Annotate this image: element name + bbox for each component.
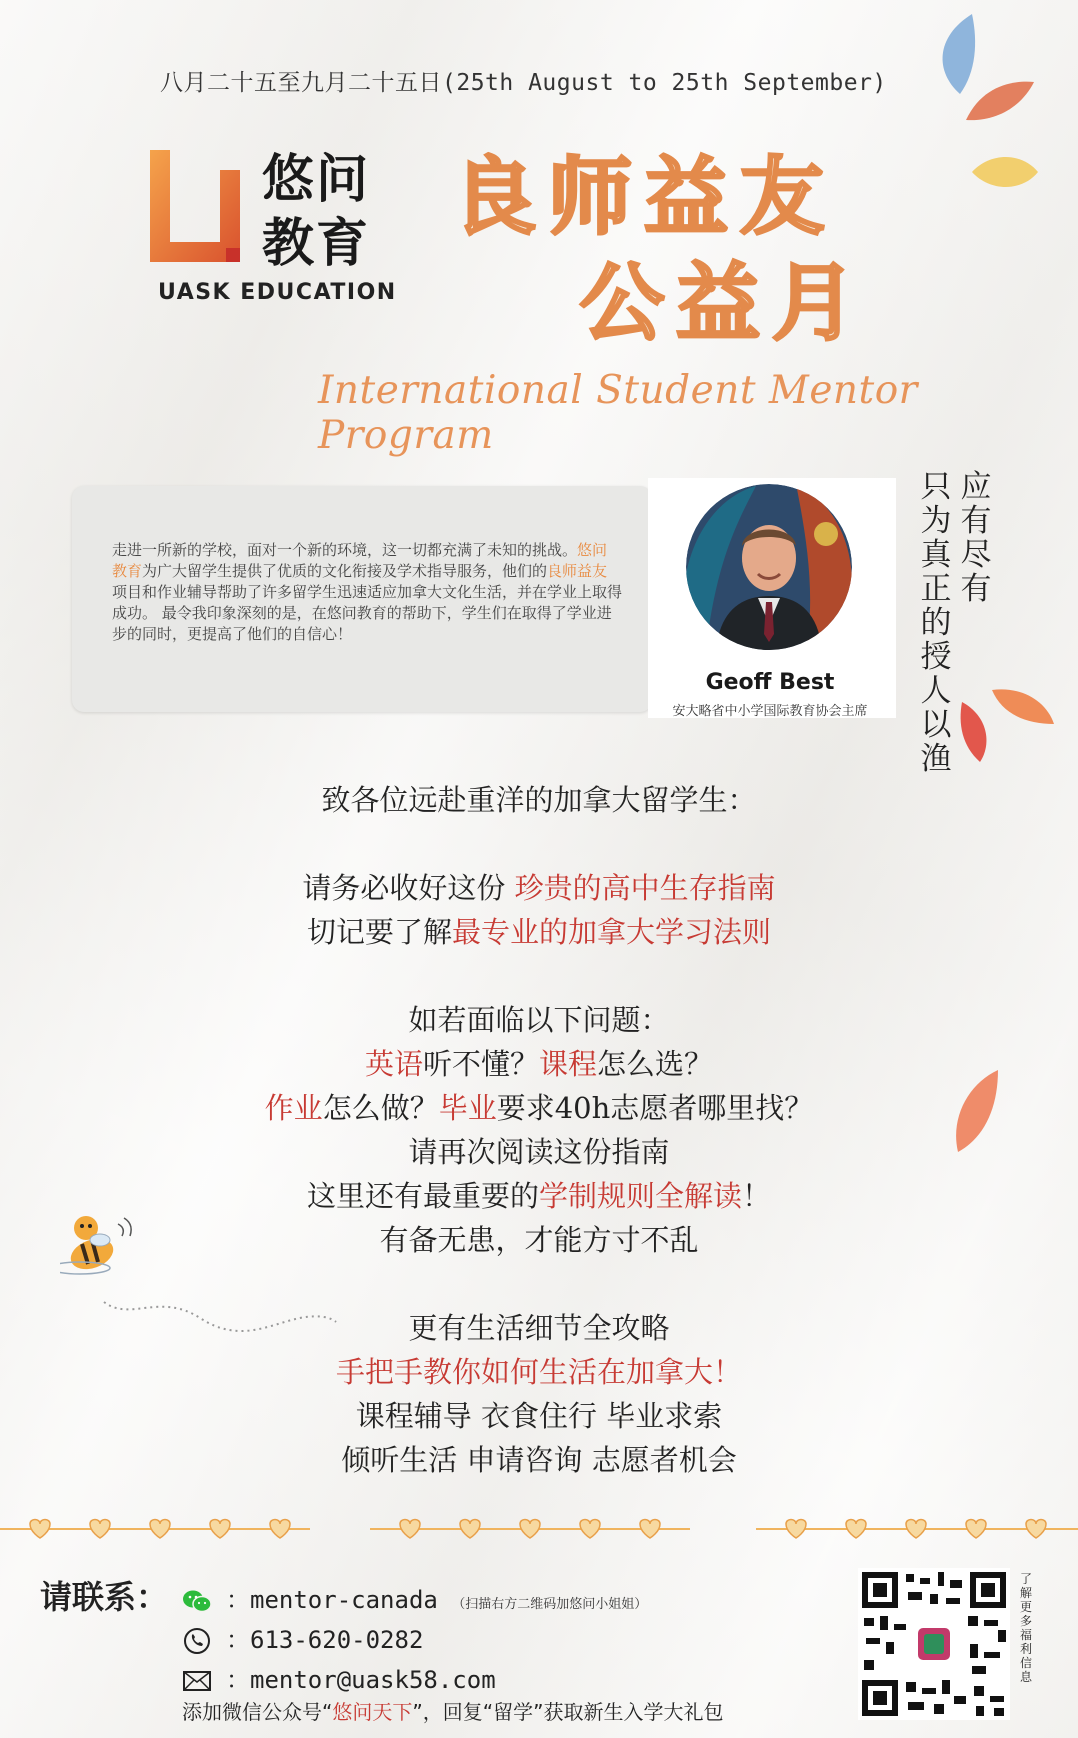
logo-name-cn xyxy=(262,148,370,276)
rules-line-highlight: 学制规则全解读 xyxy=(538,1179,742,1213)
guide-line-1-highlight: 珍贵的高中生存指南 xyxy=(514,871,776,905)
vertical-slogan-line1: 应有尽有 xyxy=(960,469,992,607)
leaf-decoration-icon xyxy=(970,150,1040,194)
life-guide-highlight-text: 手把手教你如何生活在加拿大！ xyxy=(335,1355,742,1389)
question-1-text-2: 怎么选？ xyxy=(597,1047,714,1081)
logo-name-en: UASK EDUCATION xyxy=(158,280,397,305)
testimonial-text xyxy=(112,540,622,645)
testimonial-highlight-uask: 悠问教育 xyxy=(112,541,608,580)
contact-label: 请联系： xyxy=(40,1578,169,1616)
bottom-note-text: 添加微信公众号“ xyxy=(182,1700,333,1724)
services-line-1: 课程辅导 衣食住行 毕业求索 xyxy=(355,1399,723,1433)
question-line-1 xyxy=(0,1042,1078,1083)
life-guide-line: 更有生活细节全攻略 xyxy=(408,1311,670,1345)
contact-phone xyxy=(182,1620,423,1655)
avatar xyxy=(686,484,852,650)
services-line-2: 倾听生活 申请咨询 志愿者机会 xyxy=(341,1443,737,1477)
phone-icon xyxy=(182,1627,212,1655)
prepared-line: 有备无患，才能方寸不乱 xyxy=(379,1223,699,1257)
question-line-2 xyxy=(0,1086,1078,1127)
phone-prefix: ： xyxy=(226,1626,250,1654)
page-subtitle: International Student Mentor Program xyxy=(318,368,918,458)
leaf-decoration-icon xyxy=(958,700,992,764)
guide-line-1-text: 请务必收好这份 xyxy=(302,871,515,905)
question-intro: 如若面临以下问题： xyxy=(408,1003,670,1037)
uask-logo-icon xyxy=(150,150,250,268)
logo-name-line2: 教育 xyxy=(262,214,371,274)
rules-line xyxy=(0,1174,1078,1215)
guide-line-2-text: 切记要了解 xyxy=(306,915,452,949)
wechat-official-account-note xyxy=(182,1696,723,1725)
testimonial-text-part2: 为广大留学生提供了优质的文化衔接及学术指导服务，他们的 xyxy=(142,562,548,580)
question-1-keyword-english: 英语 xyxy=(364,1047,423,1081)
logo-name-line1: 悠问 xyxy=(262,150,371,210)
page-title-line1: 良师益友 xyxy=(452,148,837,246)
qr-side-note: 了解更多福利信息 xyxy=(1020,1572,1033,1684)
wechat-id[interactable]: mentor-canada xyxy=(250,1586,438,1614)
guide-line-1 xyxy=(0,866,1078,907)
wechat-note: （扫描右方二维码加悠问小姐姐） xyxy=(452,1597,648,1612)
leaf-decoration-icon xyxy=(962,76,1036,126)
guide-line-2-highlight: 最专业的加拿大学习法则 xyxy=(452,915,772,949)
testimonial-text-part1: 走进一所新的学校，面对一个新的环境，这一切都充满了未知的挑战。 xyxy=(112,541,578,559)
question-2-keyword-graduation: 毕业 xyxy=(438,1091,497,1125)
contact-wechat xyxy=(182,1580,647,1615)
wechat-icon xyxy=(182,1588,212,1614)
reread-line: 请再次阅读这份指南 xyxy=(408,1135,670,1169)
contact-email xyxy=(182,1660,496,1695)
greeting: 致各位远赴重洋的加拿大留学生： xyxy=(321,783,757,817)
testimonial-highlight-program: 良师益友 xyxy=(547,562,608,580)
testimonial-text-part3: 项目和作业辅导帮助了许多留学生迅速适应加拿大文化生活，并在学业上取得成功。 最令我印象深刻的是，在悠问教育的帮助下，学生们在取得了学业进步的同时，更提高了他们的自信心！ xyxy=(112,583,623,643)
qr-code-icon[interactable] xyxy=(858,1568,1010,1720)
question-1-keyword-course: 课程 xyxy=(539,1047,598,1081)
email-prefix: ： xyxy=(226,1666,250,1694)
email-address[interactable]: mentor@uask58.com xyxy=(250,1666,496,1694)
question-1-text: 听不懂？ xyxy=(422,1047,539,1081)
bottom-note-text-2: ”，回复“留学”获取新生入学大礼包 xyxy=(412,1700,724,1724)
dotted-flight-path-icon xyxy=(100,1288,340,1348)
page-title-line2: 公益月 xyxy=(580,254,869,352)
email-icon xyxy=(182,1671,212,1691)
guide-line-2 xyxy=(0,910,1078,951)
bee-icon xyxy=(60,1210,140,1280)
rules-line-end: ！ xyxy=(742,1179,772,1213)
rules-line-text: 这里还有最重要的 xyxy=(306,1179,539,1213)
heart-border-icon xyxy=(0,1512,1078,1546)
vertical-slogan-line2: 只为真正的授人以渔 xyxy=(920,469,952,777)
life-guide-highlight xyxy=(0,1350,1078,1391)
question-2-text: 怎么做？ xyxy=(322,1091,439,1125)
phone-number[interactable]: 613-620-0282 xyxy=(250,1626,424,1654)
person-name: Geoff Best xyxy=(705,670,835,695)
question-2-text-2: 要求40h志愿者哪里找？ xyxy=(496,1091,814,1125)
person-title: 安大略省中小学国际教育协会主席 xyxy=(672,704,868,719)
date-range: 八月二十五至九月二十五日(25th August to 25th September) xyxy=(160,70,887,96)
official-account-name: 悠问天下 xyxy=(332,1700,413,1724)
question-2-keyword-homework: 作业 xyxy=(264,1091,323,1125)
leaf-decoration-icon xyxy=(990,684,1056,728)
wechat-prefix: ： xyxy=(226,1586,250,1614)
